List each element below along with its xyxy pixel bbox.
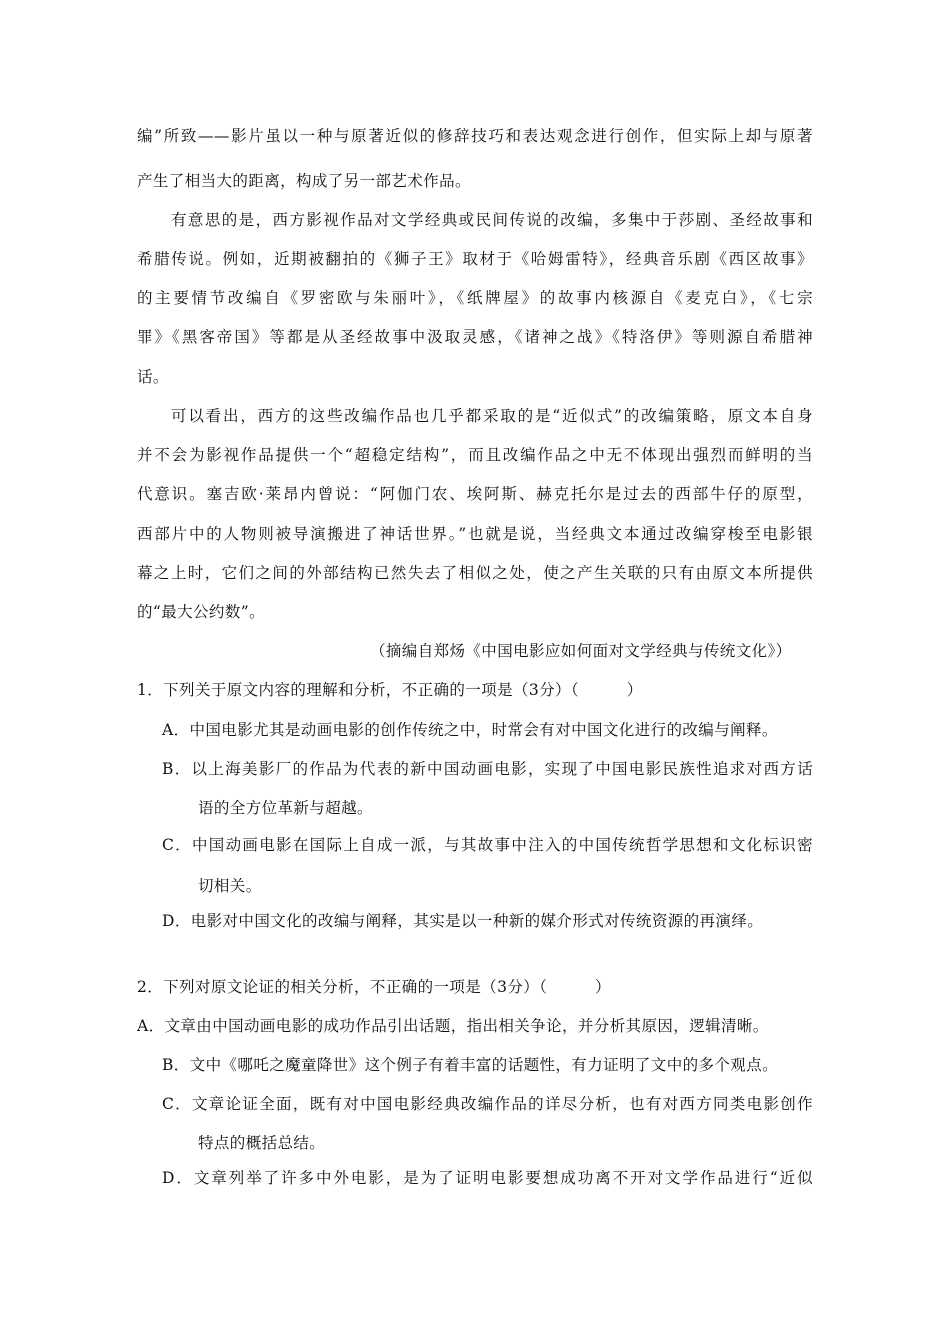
question-2-option-c-cont: 特点的概括总结。 xyxy=(198,1134,326,1152)
question-1-stem: 1．下列关于原文内容的理解和分析，不正确的一项是（3分）（ ） xyxy=(137,681,643,699)
question-1-option-a: A．中国电影尤其是动画电影的创作传统之中，时常会有对中国文化进行的改编与阐释。 xyxy=(162,721,778,739)
paragraph-line: 可以看出，西方的这些改编作品也几乎都采取的是“近似式”的改编策略，原文本自身 xyxy=(171,407,813,425)
question-1-option-b: B．以上海美影厂的作品为代表的新中国动画电影，实现了中国电影民族性追求对西方话 xyxy=(162,760,813,778)
question-1-option-c: C．中国动画电影在国际上自成一派，与其故事中注入的中国传统哲学思想和文化标识密 xyxy=(162,836,813,854)
paragraph-line: 并不会为影视作品提供一个“超稳定结构”，而且改编作品之中无不体现出强烈而鲜明的当 xyxy=(137,446,813,464)
source-citation: （摘编自郑炀《中国电影应如何面对文学经典与传统文化》） xyxy=(370,642,792,660)
paragraph-line: 产生了相当大的距离，构成了另一部艺术作品。 xyxy=(137,172,471,190)
paragraph-line: 话。 xyxy=(137,368,169,386)
paragraph-line: 代意识。塞吉欧·莱昂内曾说：“阿伽门农、埃阿斯、赫克托尔是过去的西部牛仔的原型， xyxy=(137,485,813,503)
paragraph-line: 罪》《黑客帝国》等都是从圣经故事中汲取灵感，《诸神之战》《特洛伊》等则源自希腊神 xyxy=(137,328,813,346)
paragraph-line: 有意思的是，西方影视作品对文学经典或民间传说的改编，多集中于莎剧、圣经故事和 xyxy=(171,211,813,229)
question-1-option-c-cont: 切相关。 xyxy=(198,877,262,895)
paragraph-line: 的主要情节改编自《罗密欧与朱丽叶》，《纸牌屋》的故事内核源自《麦克白》，《七宗 xyxy=(137,289,813,307)
paragraph-line: 西部片中的人物则被导演搬进了神话世界。”也就是说，当经典文本通过改编穿梭至电影银 xyxy=(137,525,813,543)
paragraph-line: 的“最大公约数”。 xyxy=(137,603,265,621)
question-2-stem: 2．下列对原文论证的相关分析，不正确的一项是（3分）（ ） xyxy=(137,978,611,996)
question-2-option-c: C．文章论证全面，既有对中国电影经典改编作品的详尽分析，也有对西方同类电影创作 xyxy=(162,1095,813,1113)
paragraph-line: 希腊传说。例如，近期被翻拍的《狮子王》取材于《哈姆雷特》，经典音乐剧《西区故事》 xyxy=(137,250,813,268)
question-2-option-a: A．文章由中国动画电影的成功作品引出话题，指出相关争论，并分析其原因，逻辑清晰。 xyxy=(137,1017,769,1035)
question-1-option-d: D．电影对中国文化的改编与阐释，其实是以一种新的媒介形式对传统资源的再演绎。 xyxy=(162,912,764,930)
paragraph-line: 幕之上时，它们之间的外部结构已然失去了相似之处，使之产生关联的只有由原文本所提供 xyxy=(137,564,813,582)
question-2-option-b: B．文中《哪吒之魔童降世》这个例子有着丰富的话题性，有力证明了文中的多个观点。 xyxy=(162,1056,778,1074)
paragraph-line: 编”所致——影片虽以一种与原著近似的修辞技巧和表达观念进行创作，但实际上却与原著 xyxy=(137,127,813,145)
question-1-option-b-cont: 语的全方位革新与超越。 xyxy=(198,799,373,817)
question-2-option-d: D．文章列举了许多中外电影，是为了证明电影要想成功离不开对文学作品进行“近似 xyxy=(162,1169,813,1187)
